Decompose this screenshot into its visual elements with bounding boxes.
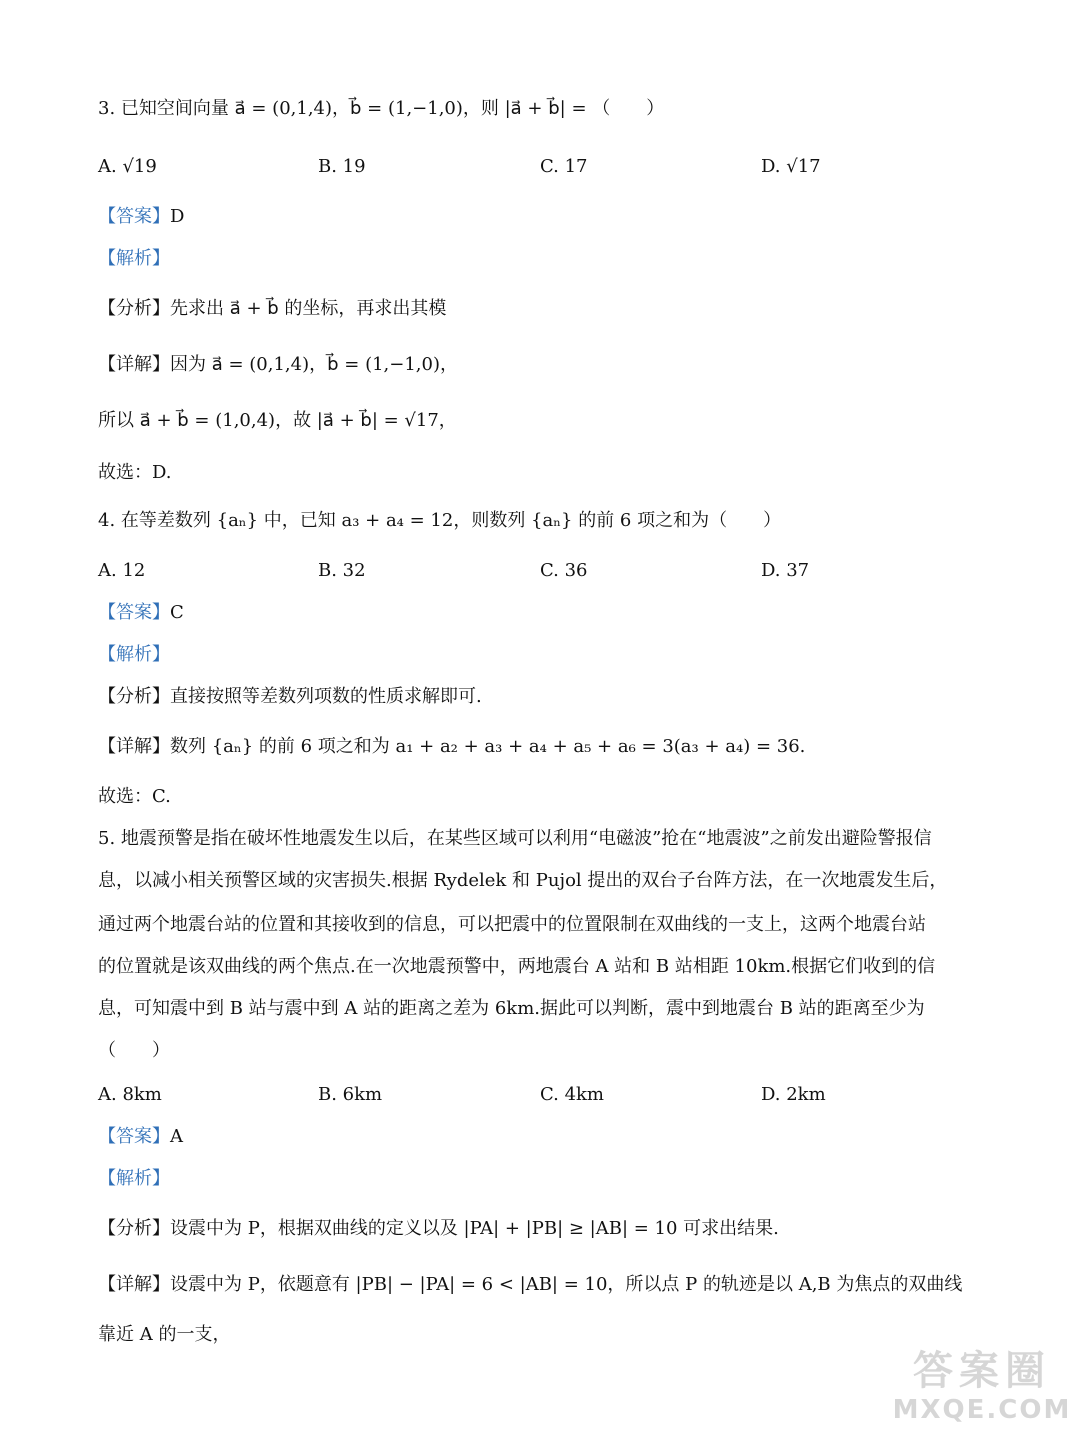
q3-analysis: 先求出 a⃗ + b⃗ 的坐标，再求出其模 — [170, 298, 447, 319]
q5-option-c: C. 4km — [540, 1084, 605, 1105]
q4-stem: 4. 在等差数列 {aₙ} 中，已知 a₃ + a₄ = 12，则数列 {aₙ} 的前 6 项之和为（ ） — [98, 510, 782, 531]
q4-answer: C — [170, 602, 184, 623]
q3-choice: 故选：D. — [98, 462, 172, 483]
q5-option-b: B. 6km — [318, 1084, 383, 1105]
q5-explain-label: 【解析】 — [98, 1168, 170, 1189]
q5-answer: A — [170, 1126, 183, 1147]
q5-analysis: 设震中为 P，根据双曲线的定义以及 |PA| + |PB| ≥ |AB| = 10 可求出结果. — [170, 1218, 779, 1239]
q4-analysis: 直接按照等差数列项数的性质求解即可. — [170, 686, 482, 707]
q3-answer-line — [98, 208, 184, 226]
q5-stem-line-4: 的位置就是该双曲线的两个焦点.在一次地震预警中，两地震台 A 站和 B 站相距 10km.根据它们收到的信 — [98, 956, 936, 977]
q4-detail-1: 数列 {aₙ} 的前 6 项之和为 a₁ + a₂ + a₃ + a₄ + a₅ + a₆ = 3(a₃ + a₄) = 36. — [170, 736, 806, 757]
q4-option-d: D. 37 — [761, 560, 810, 581]
answer-label: 【答案】 — [98, 206, 170, 227]
detail-label: 【详解】 — [98, 736, 170, 757]
q4-choice: 故选：C. — [98, 786, 171, 807]
q4-analysis-line — [98, 688, 482, 706]
q5-analysis-line — [98, 1220, 779, 1238]
q3-option-d: D. √17 — [761, 156, 821, 177]
answer-label: 【答案】 — [98, 602, 170, 623]
q3-option-b: B. 19 — [318, 156, 366, 177]
answer-label: 【答案】 — [98, 1126, 170, 1147]
watermark-logo — [892, 1347, 1072, 1433]
q5-stem-line-1: 5. 地震预警是指在破坏性地震发生以后，在某些区域可以利用“电磁波”抢在“地震波”之前发出避险警报信 — [98, 828, 932, 849]
q5-stem-line-5: 息，可知震中到 B 站与震中到 A 站的距离之差为 6km.据此可以判断，震中到地震台 B 站的距离至少为 — [98, 998, 925, 1019]
q3-analysis-line — [98, 300, 446, 318]
detail-label: 【详解】 — [98, 1274, 170, 1295]
q5-option-d: D. 2km — [761, 1084, 826, 1105]
q4-option-c: C. 36 — [540, 560, 588, 581]
analysis-label: 【分析】 — [98, 1218, 170, 1239]
analysis-label: 【分析】 — [98, 686, 170, 707]
watermark-en: MXQE.COM — [892, 1395, 1072, 1425]
q4-answer-line — [98, 604, 184, 622]
q5-option-a: A. 8km — [98, 1084, 162, 1105]
q3-detail-1: 因为 a⃗ = (0,1,4)，b⃗ = (1,−1,0)， — [170, 354, 458, 375]
q3-stem: 3. 已知空间向量 a⃗ = (0,1,4)，b⃗ = (1,−1,0)，则 |a⃗ + b⃗| = （ ） — [98, 98, 665, 119]
q3-option-a: A. √19 — [98, 156, 157, 177]
q5-stem-line-6: （ ） — [98, 1040, 170, 1061]
analysis-label: 【分析】 — [98, 298, 170, 319]
q3-answer: D — [170, 206, 185, 227]
q4-option-b: B. 32 — [318, 560, 366, 581]
q3-explain-label: 【解析】 — [98, 248, 170, 269]
q5-detail-1: 设震中为 P，依题意有 |PB| − |PA| = 6 < |AB| = 10，所以点 P 的轨迹是以 A,B 为焦点的双曲线 — [170, 1274, 963, 1295]
q5-detail-2: 靠近 A 的一支， — [98, 1324, 231, 1345]
q3-option-c: C. 17 — [540, 156, 588, 177]
q3-detail-2: 所以 a⃗ + b⃗ = (1,0,4)，故 |a⃗ + b⃗| = √17， — [98, 410, 457, 431]
q4-option-a: A. 12 — [98, 560, 146, 581]
q5-stem-line-2: 息，以减小相关预警区域的灾害损失.根据 Rydelek 和 Pujol 提出的双台子台阵方法，在一次地震发生后， — [98, 870, 948, 891]
detail-label: 【详解】 — [98, 354, 170, 375]
q5-detail-line — [98, 1276, 962, 1294]
watermark-cn: 答案圈 — [913, 1348, 1051, 1394]
q3-detail-line — [98, 356, 458, 374]
q5-stem-line-3: 通过两个地震台站的位置和其接收到的信息，可以把震中的位置限制在双曲线的一支上，这两个地震台站 — [98, 914, 926, 935]
q5-answer-line — [98, 1128, 183, 1146]
q4-detail-line — [98, 738, 805, 756]
q4-explain-label: 【解析】 — [98, 644, 170, 665]
